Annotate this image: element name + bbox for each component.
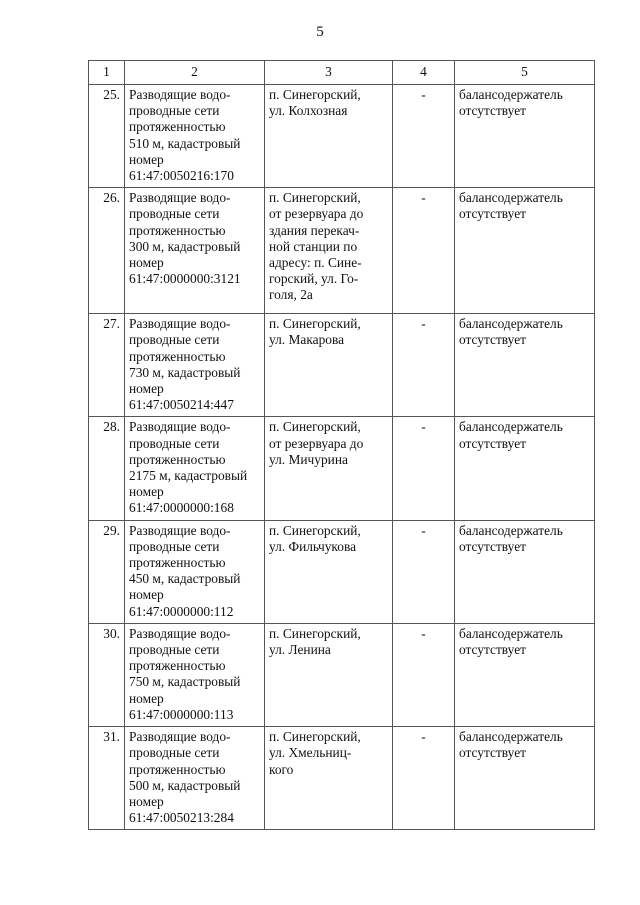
- balance-holder: балансодержатель отсутствует: [455, 314, 595, 417]
- row-number: 30.: [89, 623, 125, 726]
- balance-holder: балансодержатель отсутствует: [455, 417, 595, 520]
- header-col-5: 5: [455, 61, 595, 85]
- balance-holder: балансодержатель отсутствует: [455, 727, 595, 830]
- row-number: 27.: [89, 314, 125, 417]
- object-description: Разводящие водо- проводные сети протяженностью 300 м, кадастровый номер 61:47:0000000:3121: [125, 188, 265, 314]
- header-col-2: 2: [125, 61, 265, 85]
- balance-holder: балансодержатель отсутствует: [455, 188, 595, 314]
- object-address: п. Синегорский, ул. Фильчукова: [265, 520, 393, 623]
- property-registry-table: [88, 60, 595, 830]
- balance-holder: балансодержатель отсутствует: [455, 520, 595, 623]
- table-header-row: [89, 61, 595, 85]
- table-row: [89, 314, 595, 417]
- object-address: п. Синегорский, ул. Колхозная: [265, 85, 393, 188]
- object-address: п. Синегорский, ул. Ленина: [265, 623, 393, 726]
- object-description: Разводящие водо- проводные сети протяженностью 500 м, кадастровый номер 61:47:0050213:284: [125, 727, 265, 830]
- header-col-4: 4: [393, 61, 455, 85]
- balance-holder: балансодержатель отсутствует: [455, 623, 595, 726]
- header-col-1: 1: [89, 61, 125, 85]
- object-address: п. Синегорский, ул. Хмельниц- кого: [265, 727, 393, 830]
- col4-value: -: [393, 623, 455, 726]
- table-row: [89, 85, 595, 188]
- object-description: Разводящие водо- проводные сети протяженностью 750 м, кадастровый номер 61:47:0000000:113: [125, 623, 265, 726]
- col4-value: -: [393, 188, 455, 314]
- table-row: [89, 623, 595, 726]
- col4-value: -: [393, 727, 455, 830]
- object-address: п. Синегорский, от резервуара до здания перекач- ной станции по адресу: п. Сине- горский, ул. Го- голя, 2а: [265, 188, 393, 314]
- table-row: [89, 520, 595, 623]
- row-number: 29.: [89, 520, 125, 623]
- object-description: Разводящие водо- проводные сети протяженностью 730 м, кадастровый номер 61:47:0050214:447: [125, 314, 265, 417]
- row-number: 26.: [89, 188, 125, 314]
- table-row: [89, 417, 595, 520]
- table-row: [89, 727, 595, 830]
- col4-value: -: [393, 85, 455, 188]
- balance-holder: балансодержатель отсутствует: [455, 85, 595, 188]
- object-description: Разводящие водо- проводные сети протяженностью 450 м, кадастровый номер 61:47:0000000:112: [125, 520, 265, 623]
- col4-value: -: [393, 417, 455, 520]
- page-number: 5: [316, 24, 324, 40]
- object-address: п. Синегорский, ул. Макарова: [265, 314, 393, 417]
- object-description: Разводящие водо- проводные сети протяженностью 510 м, кадастровый номер 61:47:0050216:170: [125, 85, 265, 188]
- header-col-3: 3: [265, 61, 393, 85]
- object-address: п. Синегорский, от резервуара до ул. Мичурина: [265, 417, 393, 520]
- col4-value: -: [393, 520, 455, 623]
- table-row: [89, 188, 595, 314]
- col4-value: -: [393, 314, 455, 417]
- object-description: Разводящие водо- проводные сети протяженностью 2175 м, кадастровый номер 61:47:0000000:168: [125, 417, 265, 520]
- row-number: 28.: [89, 417, 125, 520]
- row-number: 25.: [89, 85, 125, 188]
- row-number: 31.: [89, 727, 125, 830]
